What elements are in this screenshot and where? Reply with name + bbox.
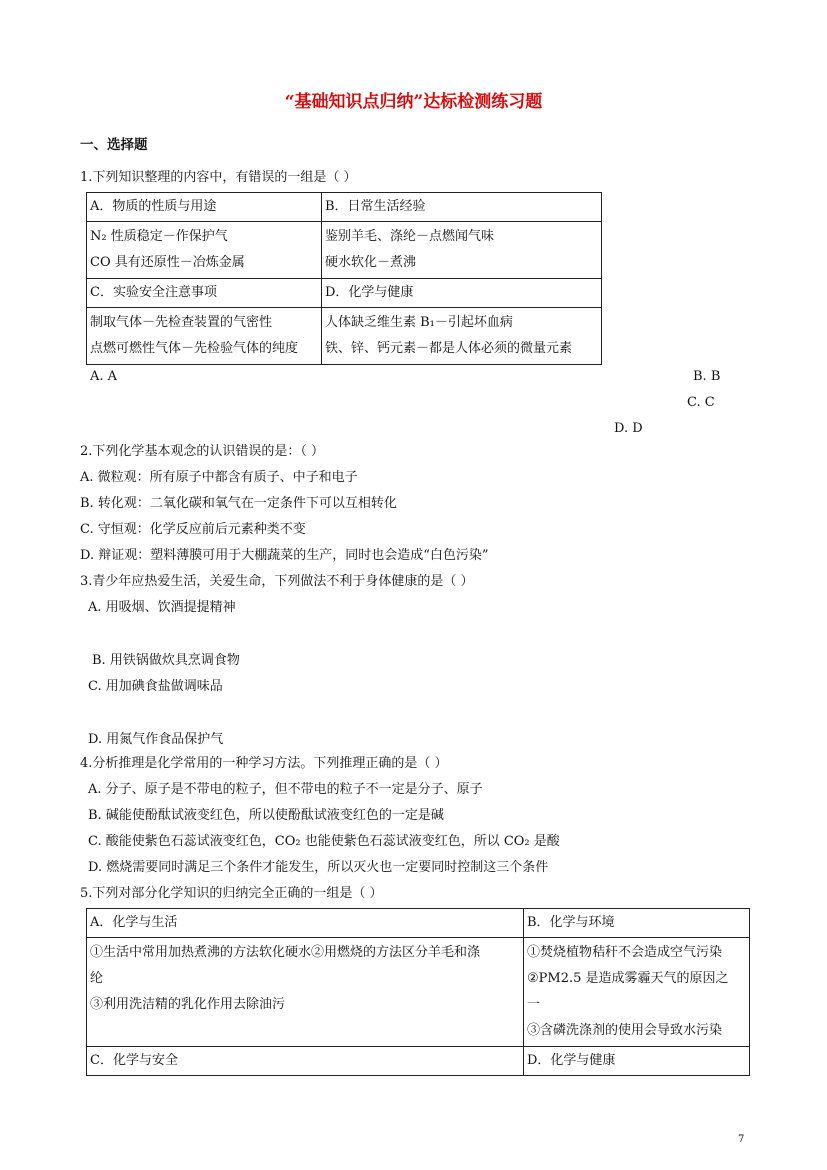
- question-1-table: [86, 192, 602, 365]
- q3-option-c: C. 用加碘食盐做调味品: [88, 679, 223, 694]
- q1-option-d: D. D: [614, 421, 643, 436]
- q5-b-line-3: 一: [527, 997, 541, 1012]
- q3-option-a: A. 用吸烟、饮酒提提精神: [88, 600, 236, 615]
- q1-a-line-1: N₂ 性质稳定－作保护气: [90, 229, 228, 244]
- q1-cell-b-body: [322, 222, 602, 279]
- q1-d-line-2: 铁、锌、钙元素－都是人体必须的微量元素: [325, 341, 573, 356]
- q1-option-a: A. A: [90, 369, 118, 384]
- q1-a-line-2: CO 具有还原性－冶炼金属: [90, 255, 245, 270]
- question-5-stem: 5.下列对部分化学知识的归纳完全正确的一组是（ ）: [80, 886, 383, 901]
- q4-option-a: A. 分子、原子是不带电的粒子，但不带电的粒子不一定是分子、原子: [88, 782, 483, 797]
- q3-option-b: B. 用铁锅做炊具烹调食物: [92, 653, 240, 668]
- q2-option-d: D. 辩证观：塑料薄膜可用于大棚蔬菜的生产，同时也会造成“白色污染”: [80, 548, 489, 563]
- q1-b-line-2: 硬水软化－煮沸: [325, 255, 417, 270]
- q1-c-line-2: 点燃可燃性气体－先检验气体的纯度: [90, 341, 299, 356]
- q5-cell-d-head: D．化学与健康: [524, 1047, 750, 1076]
- q1-d-line-1: 人体缺乏维生素 B₁－引起坏血病: [325, 315, 513, 330]
- q4-option-b: B. 碱能使酚酞试液变红色，所以使酚酞试液变红色的一定是碱: [88, 808, 444, 823]
- q1-b-line-1: 鉴别羊毛、涤纶－点燃闻气味: [325, 229, 495, 244]
- question-5-table: [86, 908, 750, 1076]
- question-1-stem: 1.下列知识整理的内容中，有错误的一组是（ ）: [80, 170, 357, 185]
- q5-b-line-2: ②PM2.5 是造成雾霾天气的原因之: [527, 971, 729, 986]
- q5-b-line-1: ①焚烧植物秸秆不会造成空气污染: [527, 945, 723, 960]
- q1-option-c: C. C: [687, 395, 715, 410]
- q1-c-line-1: 制取气体－先检查装置的气密性: [90, 315, 273, 330]
- q1-cell-d-body: [322, 308, 602, 365]
- q1-cell-b-head: B．日常生活经验: [322, 193, 602, 222]
- page-number: 7: [738, 1134, 745, 1145]
- q5-cell-b-body: [524, 938, 750, 1047]
- q1-cell-c-body: [87, 308, 322, 365]
- q5-a-line-3: ③利用洗洁精的乳化作用去除油污: [90, 997, 286, 1012]
- question-3-stem: 3.青少年应热爱生活，关爱生命，下列做法不利于身体健康的是（ ）: [80, 574, 474, 589]
- q5-a-line-1: ①生活中常用加热煮沸的方法软化硬水②用燃烧的方法区分羊毛和涤: [90, 945, 481, 960]
- q5-cell-b-head: B．化学与环境: [524, 909, 750, 938]
- q2-option-c: C. 守恒观：化学反应前后元素种类不变: [80, 522, 306, 537]
- q4-option-d: D. 燃烧需要同时满足三个条件才能发生，所以灭火也一定要同时控制这三个条件: [88, 860, 549, 875]
- question-2-stem: 2.下列化学基本观念的认识错误的是：（ ）: [80, 444, 325, 459]
- q5-cell-c-head: C．化学与安全: [87, 1047, 524, 1076]
- section-heading: 一、选择题: [80, 137, 148, 153]
- q4-option-c: C. 酸能使紫色石蕊试液变红色，CO₂ 也能使紫色石蕊试液变红色，所以 CO₂ 是酸: [88, 834, 560, 849]
- q1-cell-a-body: [87, 222, 322, 279]
- q1-option-b: B. B: [693, 369, 721, 384]
- q5-a-line-2: 纶: [90, 971, 104, 986]
- q3-option-d: D. 用氮气作食品保护气: [88, 732, 224, 747]
- q1-cell-a-head: A．物质的性质与用途: [87, 193, 322, 222]
- q1-cell-d-head: D．化学与健康: [322, 279, 602, 308]
- q5-cell-a-head: A．化学与生活: [87, 909, 524, 938]
- q1-cell-c-head: C．实验安全注意事项: [87, 279, 322, 308]
- page-title: “基础知识点归纳”达标检测练习题: [284, 92, 543, 112]
- q5-b-line-4: ③含磷洗涤剂的使用会导致水污染: [527, 1023, 723, 1038]
- q2-option-b: B. 转化观：二氧化碳和氧气在一定条件下可以互相转化: [80, 496, 397, 511]
- q2-option-a: A. 微粒观：所有原子中都含有质子、中子和电子: [80, 470, 358, 485]
- question-4-stem: 4.分析推理是化学常用的一种学习方法。下列推理正确的是（ ）: [80, 756, 448, 771]
- q5-cell-a-body: [87, 938, 524, 1047]
